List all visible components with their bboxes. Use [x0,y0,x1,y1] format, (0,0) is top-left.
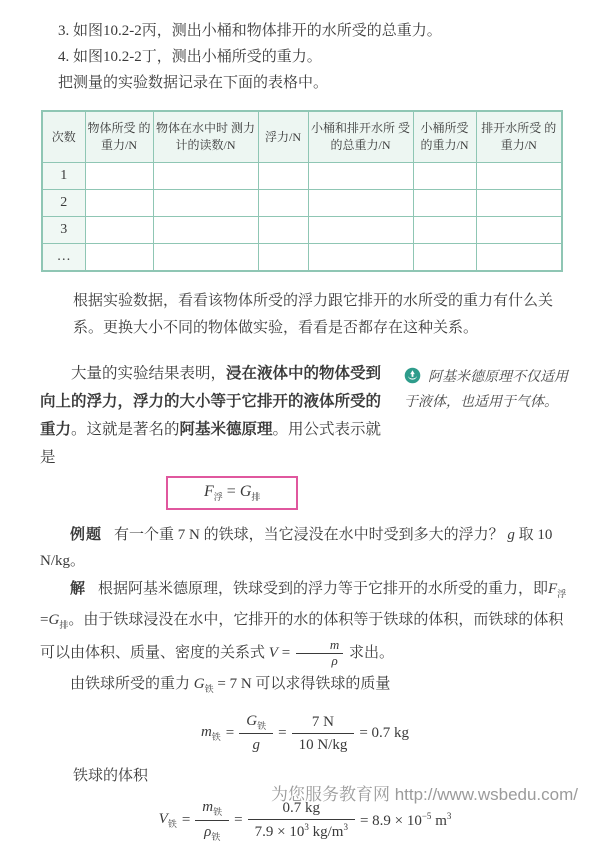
formula-G-sub: 排 [251,492,261,503]
empty-cell [476,190,562,217]
empty-cell [85,217,153,244]
hands-holding-icon [404,367,421,384]
equals-sign: = [225,724,235,741]
col-header-bucket-and-water-weight: 小桶和排开水所 受的总重力/N [308,111,413,163]
formula-G: G [239,483,252,500]
principle-section [40,360,570,472]
solution-V: V [268,645,278,662]
empty-cell [476,163,562,190]
mass-intro-value: = 7 N [213,676,256,693]
col-header-displaced-water-weight: 排开水所受 的重力/N [476,111,562,163]
footer-watermark: 为您服务教育网 http://www.wsbedu.com/ [270,785,578,804]
mass-intro-line [40,671,570,702]
table-row [42,190,562,217]
col-header-object-weight: 物体所受 的重力/N [85,111,153,163]
example-paragraph [40,522,570,574]
solution-equals: = [40,612,49,629]
analysis-paragraph: 根据实验数据，看看该物体所受的浮力跟它排开的水所受的重力有什么关系。更换大小不同的物体做实验，看看是否都存在这种关系。 [73,293,554,336]
fraction-7N-over-10Nkg: $\frac{7 N}{10 N/kg}$ [292,711,355,757]
solution-text: 根据阿基米德原理，铁球受到的浮力等于它排开的水所受的重力，即 [98,581,549,598]
mass-intro-text: 可以求得铁球的质量 [255,676,391,693]
empty-cell [258,190,308,217]
mass-formula-lhs: $m_铁$ [200,723,221,742]
mass-intro-G-sub: 铁 [204,684,214,695]
empty-cell [413,190,476,217]
experiment-data-table [41,110,563,272]
empty-cell [308,163,413,190]
inline-fraction-m-over-rho [296,638,343,669]
col-header-bucket-weight: 小桶所受 的重力/N [413,111,476,163]
row-label: 1 [42,163,85,190]
formula-F-sub: 浮 [213,492,223,503]
solution-text: 。由于铁球浸没在水中，它排开的水的体积等于铁球的体积，而铁球的体积可以由体积、质量、密度的关系式 [40,612,564,662]
solution-label: 解 [70,581,87,598]
empty-cell [308,244,413,272]
empty-cell [476,217,562,244]
archimedes-formula-box [166,476,298,510]
solution-F-sub: 浮 [557,589,567,600]
step-4: 4. 如图10.2-2丁，测出小桶所受的重力。 [58,49,322,65]
equals-sign: = [234,811,243,828]
empty-cell [153,163,258,190]
table-row [42,217,562,244]
step-3: 3. 如图10.2-2丙，测出小桶和物体排开的水所受的总重力。 [58,23,442,39]
fraction-denominator-rho: ρ [331,653,338,669]
empty-cell [85,190,153,217]
experiment-steps [40,18,570,96]
example-text: 有一个重 7 N 的铁球，当它浸没在水中时受到多大的浮力？ [114,527,508,544]
equals-sign: = [278,724,287,741]
example-label: 例题 [70,527,103,544]
volume-intro: 铁球的体积 [73,768,149,785]
fraction-G-over-g: $\frac{G_铁}{g}$ [239,710,273,756]
empty-cell [258,244,308,272]
principle-text: 大量的实验结果表明， [71,365,227,382]
principle-text: 。这就是著名的 [71,421,180,438]
col-header-reading-in-water: 物体在水中时 测力计的读数/N [153,111,258,163]
empty-cell [413,217,476,244]
empty-cell [308,190,413,217]
volume-formula-lhs: $V_铁$ [158,810,177,829]
empty-cell [85,244,153,272]
empty-cell [413,163,476,190]
margin-note-text: 阿基米德原理不仅适用于液体，也适用于气体。 [404,370,568,410]
volume-result: = $8.9 \times 10^{-5}$ $m^3$ [359,810,452,829]
solution-G-sub: 排 [59,620,69,631]
empty-cell [85,163,153,190]
empty-cell [476,244,562,272]
principle-paragraph [40,360,392,472]
example-g-variable: g [507,527,515,544]
table-row [42,244,562,272]
fraction-numerator-m: m [329,637,340,653]
example-text: 取 10 N/kg。 [40,527,553,570]
table-row [42,163,562,190]
empty-cell [308,217,413,244]
solution-paragraph [40,576,570,669]
record-instruction: 把测量的实验数据记录在下面的表格中。 [58,75,329,91]
margin-note [404,360,570,472]
empty-cell [153,190,258,217]
empty-cell [258,163,308,190]
equals-sign: = [181,811,191,828]
solution-G: G [48,612,60,629]
principle-statement: 浸在液体中的物体受到向上的浮力，浮力的大小等于它排开的液体所受的重力 [40,365,382,438]
empty-cell [153,217,258,244]
empty-cell [258,217,308,244]
principle-text: 。用公式表示就是 [40,421,382,466]
row-label: … [42,244,85,272]
mass-intro-G: G [193,676,205,693]
fraction-mass-over-density: $\frac{0.7 kg}{7.9 \times 10^3 kg/m^3}$ [248,797,355,844]
principle-name: 阿基米德原理 [179,421,273,438]
formula-F: F [204,483,214,500]
table-header-row [42,111,562,163]
solution-text: 求出。 [345,645,395,662]
fraction-m-over-rho: $\frac{m_铁}{\rho_铁}$ [195,796,229,843]
mass-result: = 0.7 kg [359,724,410,741]
col-header-buoyancy: 浮力/N [258,111,308,163]
solution-F: F [548,581,558,598]
formula-equals: = [222,483,240,500]
mass-formula [40,710,570,756]
empty-cell [413,244,476,272]
solution-V-equals: = [277,645,294,662]
row-label: 2 [42,190,85,217]
empty-cell [153,244,258,272]
row-label: 3 [42,217,85,244]
col-header-count: 次数 [42,111,85,163]
mass-intro-text: 由铁球所受的重力 [70,676,194,693]
